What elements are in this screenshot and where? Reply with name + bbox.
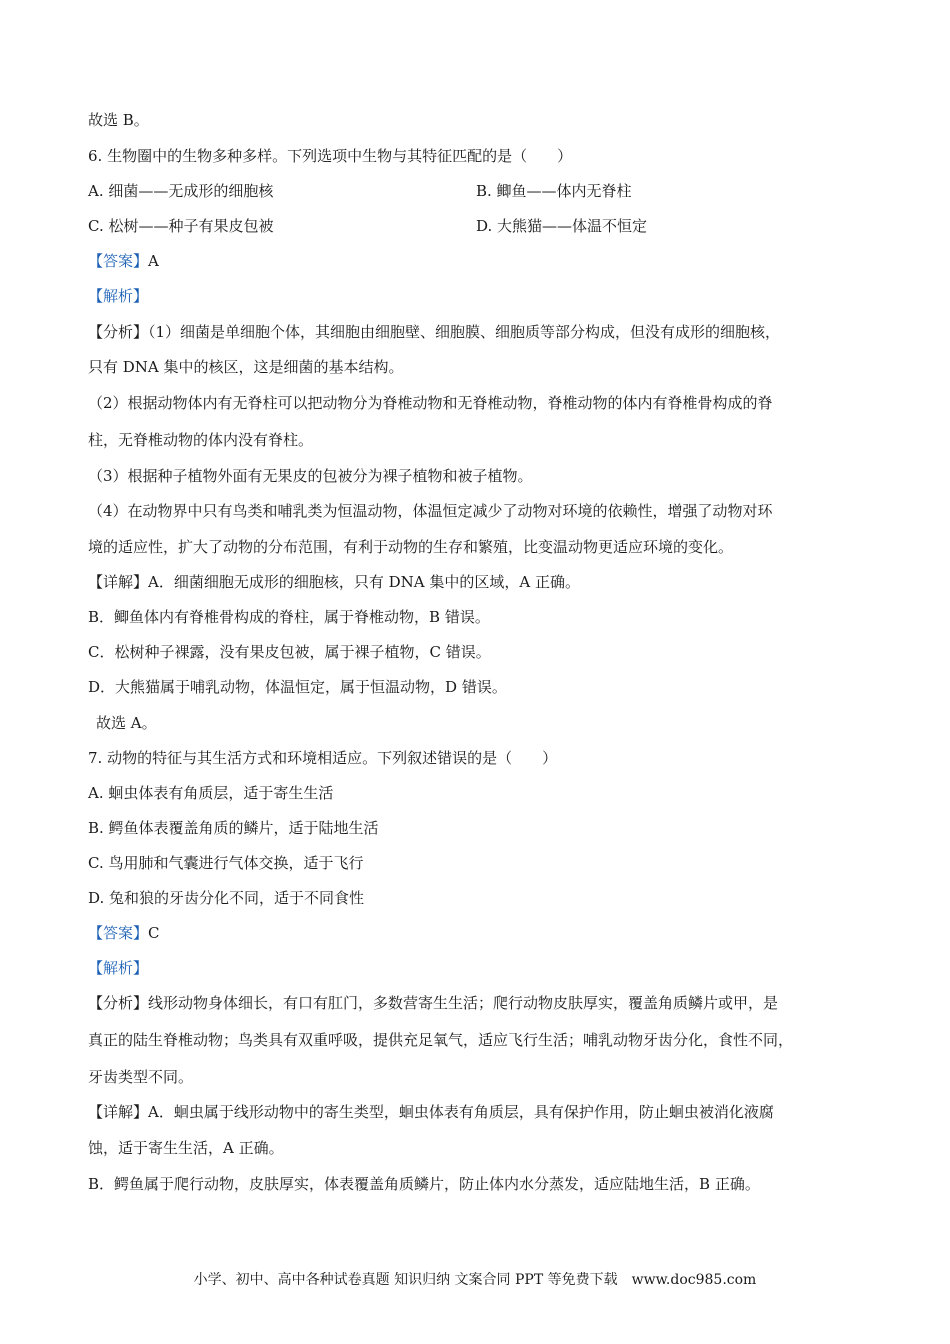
text-line: 境的适应性，扩大了动物的分布范围，有利于动物的生存和繁殖，比变温动物更适应环境的变化。 [88,538,734,556]
option-c: C. 松树——种子有果皮包被 [88,217,274,235]
text-line: 牙齿类型不同。 [88,1068,194,1086]
text-line: 故选 B。 [88,111,149,129]
answer-line [88,923,160,943]
option-a: A. 细菌——无成形的细胞核 [88,182,274,200]
footer-link[interactable]: www.doc985.com [631,1272,757,1288]
text-line: B．鲫鱼体内有脊椎骨构成的脊柱，属于脊椎动物，B 错误。 [88,608,490,626]
text-line: 真正的陆生脊椎动物；鸟类具有双重呼吸，提供充足氧气，适应飞行生活；哺乳动物牙齿分化，食性不同， [88,1031,794,1049]
answer-value: A [148,252,159,270]
answer-line [88,251,159,271]
page-footer [0,1269,950,1289]
question-7-stem: 7. 动物的特征与其生活方式和环境相适应。下列叙述错误的是（ ） [88,749,558,767]
text-line: 只有 DNA 集中的核区，这是细菌的基本结构。 [88,358,404,376]
answer-value: C [148,924,160,942]
text-line: D．大熊猫属于哺乳动物，体温恒定，属于恒温动物，D 错误。 [88,678,507,696]
option-d: D. 兔和狼的牙齿分化不同，适于不同食性 [88,889,365,907]
text-line: 【详解】A．细菌细胞无成形的细胞核，只有 DNA 集中的区域，A 正确。 [88,573,580,591]
text-line: 【详解】A．蛔虫属于线形动物中的寄生类型，蛔虫体表有角质层，具有保护作用，防止蛔虫被消化液腐 [88,1103,774,1121]
text-line: 【分析】（1）细菌是单细胞个体，其细胞由细胞壁、细胞膜、细胞质等部分构成，但没有成形的细胞核， [88,323,781,341]
text-line: （2）根据动物体内有无脊柱可以把动物分为脊椎动物和无脊椎动物，脊椎动物的体内有脊椎骨构成的脊 [88,394,773,412]
answer-tag: 【答案】 [88,924,149,942]
option-c: C. 鸟用肺和气囊进行气体交换，适于飞行 [88,854,364,872]
analysis-heading [88,958,148,978]
footer-text: 小学、初中、高中各种试卷真题 知识归纳 文案合同 PPT 等免费下载 [193,1272,618,1288]
analysis-tag: 【解析】 [88,287,149,305]
text-line: B．鳄鱼属于爬行动物，皮肤厚实，体表覆盖角质鳞片，防止体内水分蒸发，适应陆地生活，B 正确。 [88,1175,760,1193]
option-b: B. 鳄鱼体表覆盖角质的鳞片，适于陆地生活 [88,819,379,837]
option-d: D. 大熊猫——体温不恒定 [476,217,648,235]
text-line: 故选 A。 [96,714,157,732]
option-a: A. 蛔虫体表有角质层，适于寄生生活 [88,784,334,802]
text-line: （3）根据种子植物外面有无果皮的包被分为裸子植物和被子植物。 [88,467,533,485]
question-6-stem: 6. 生物圈中的生物多种多样。下列选项中生物与其特征匹配的是（ ） [88,147,573,165]
text-line: 【分析】线形动物身体细长，有口有肛门，多数营寄生生活；爬行动物皮肤厚实，覆盖角质鳞片或甲，是 [88,994,779,1012]
option-b: B. 鲫鱼——体内无脊柱 [476,182,632,200]
answer-tag: 【答案】 [88,252,149,270]
text-line: 柱，无脊椎动物的体内没有脊柱。 [88,431,314,449]
analysis-tag: 【解析】 [88,959,149,977]
text-line: C．松树种子裸露，没有果皮包被，属于裸子植物，C 错误。 [88,643,491,661]
analysis-heading [88,286,148,306]
text-line: 蚀，适于寄生生活，A 正确。 [88,1139,284,1157]
text-line: （4）在动物界中只有鸟类和哺乳类为恒温动物，体温恒定减少了动物对环境的依赖性，增强了动物对环 [88,502,773,520]
